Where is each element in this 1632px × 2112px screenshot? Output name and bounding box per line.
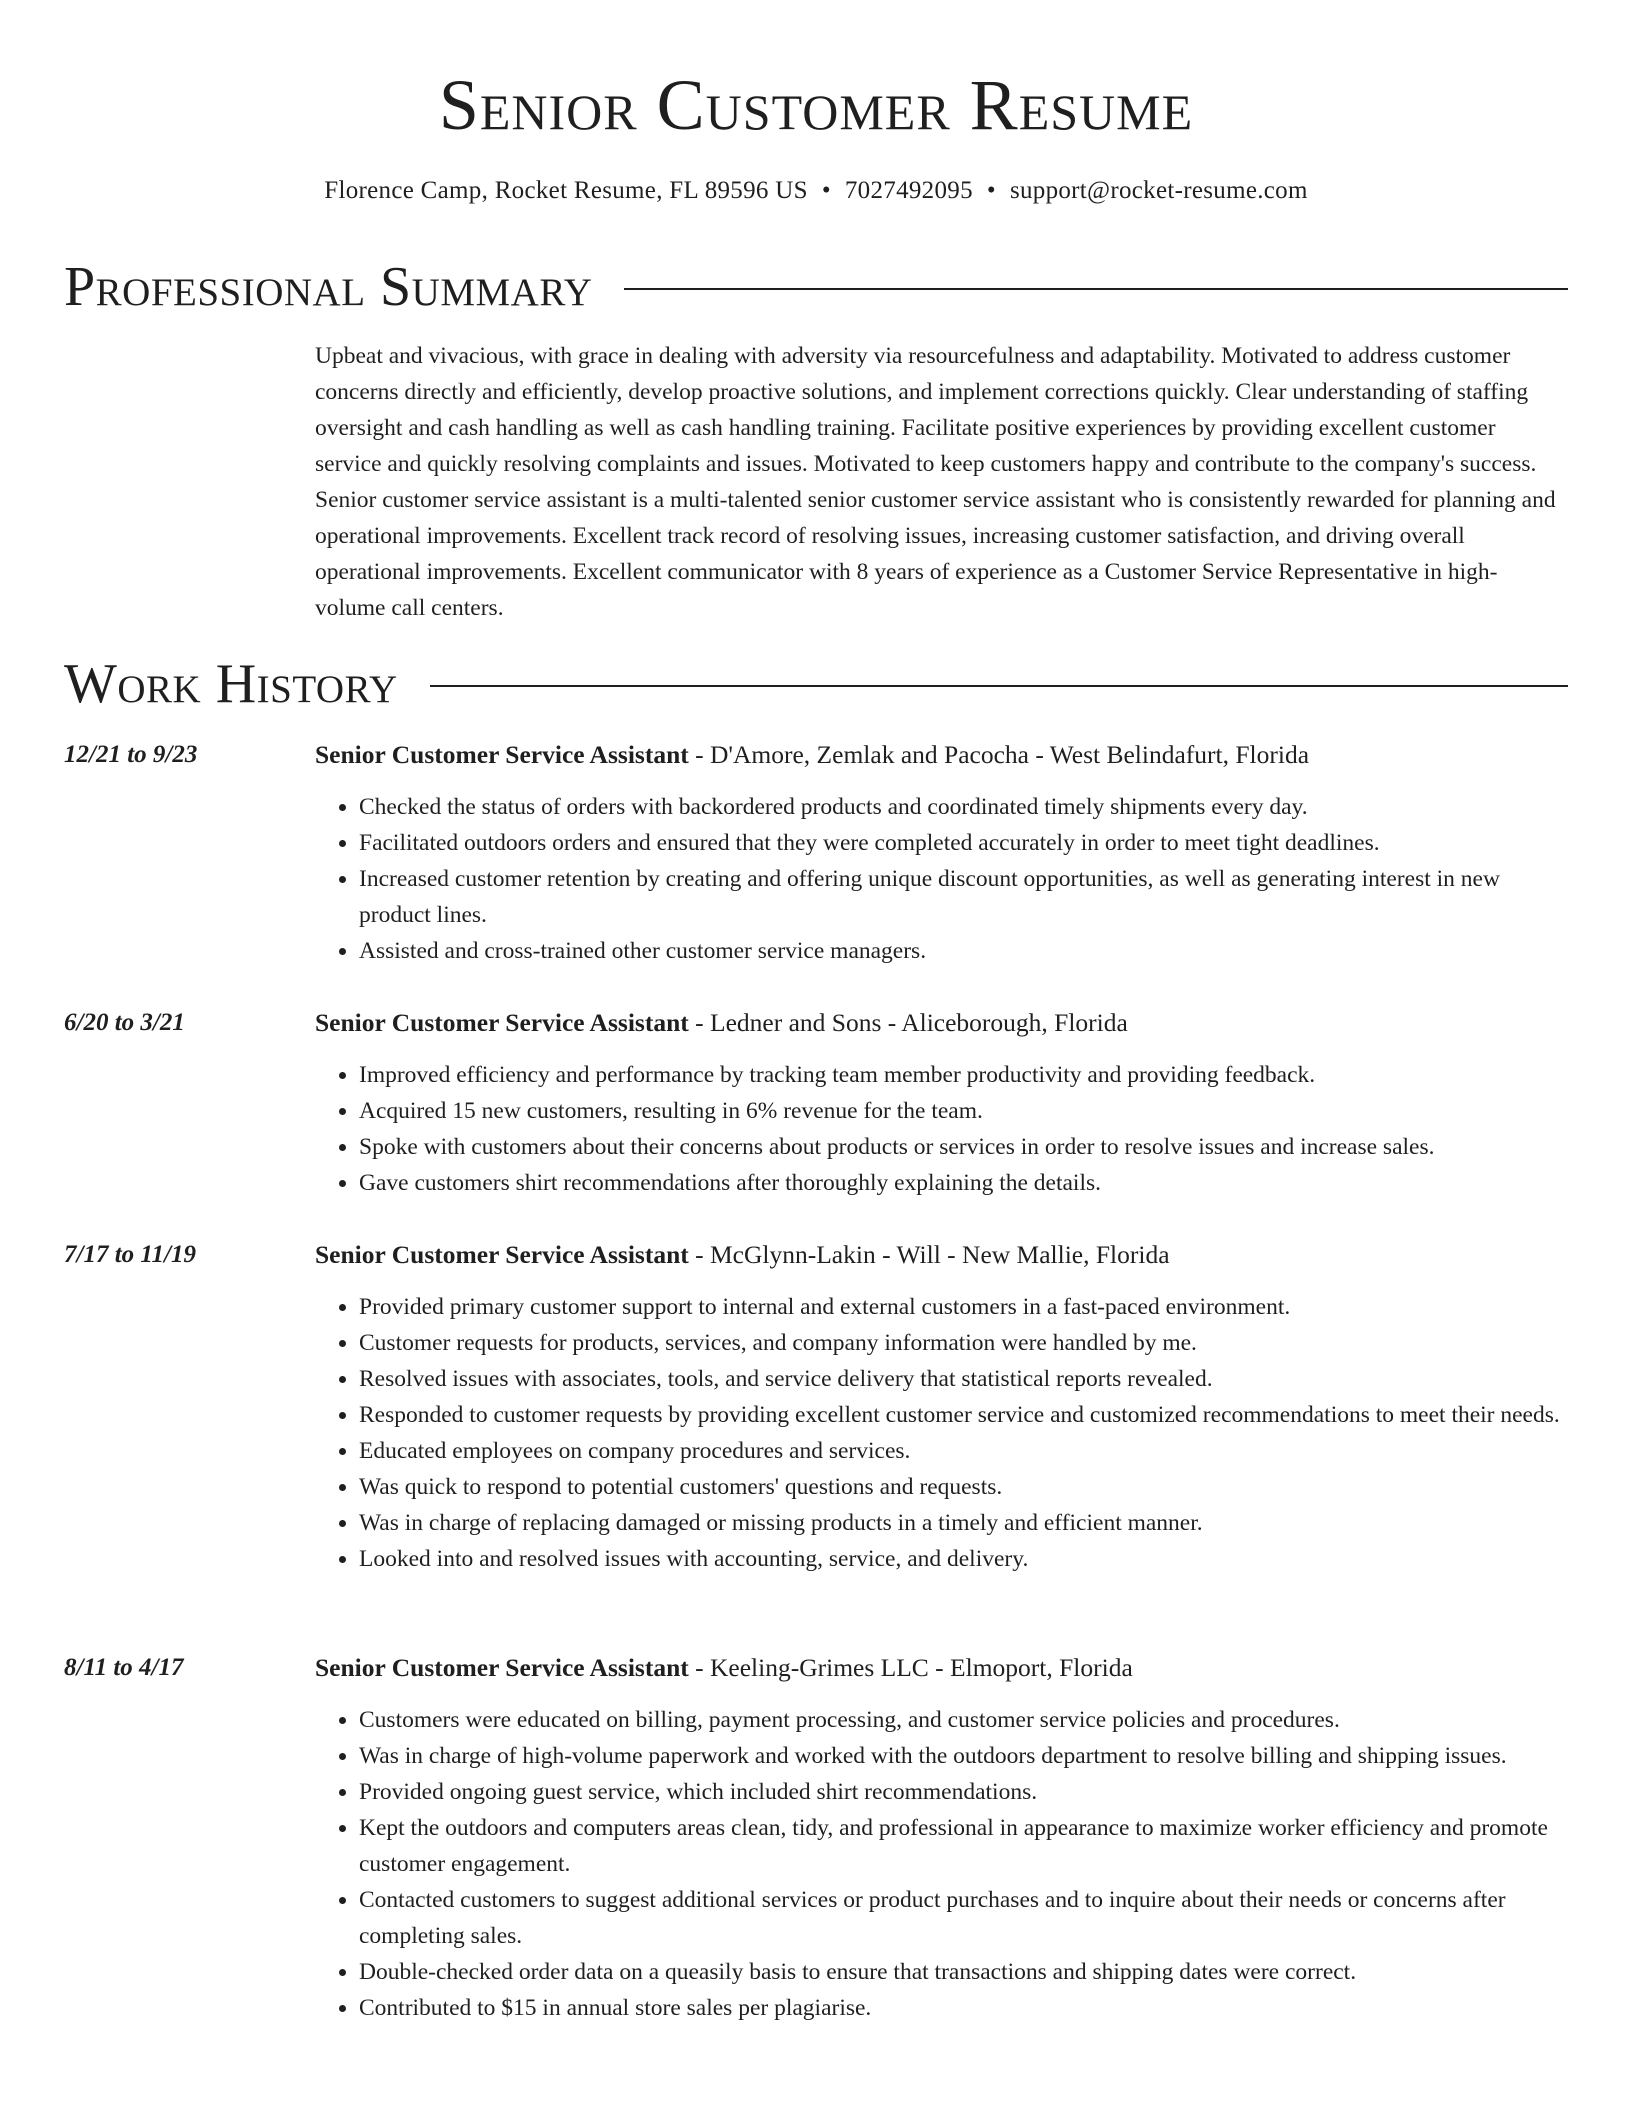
job-heading xyxy=(315,1237,1568,1273)
job-bullet: • Spoke with customers about their concerns about products or services in order to resolve issues and increase sales. xyxy=(359,1129,1568,1165)
job-bullet: • Resolved issues with associates, tools, and service delivery that statistical reports revealed. xyxy=(359,1361,1568,1397)
job-employer: - Keeling-Grimes LLC - Elmoport, Florida xyxy=(688,1653,1133,1682)
job-bullet: • Was quick to respond to potential customers' questions and requests. xyxy=(359,1469,1568,1505)
summary-section-header xyxy=(64,252,1568,322)
contact-separator: • xyxy=(986,177,996,204)
job-bullet: • Looked into and resolved issues with accounting, service, and delivery. xyxy=(359,1541,1568,1577)
job-bullet: • Provided primary customer support to internal and external customers in a fast-paced environment. xyxy=(359,1289,1568,1325)
work-history-section-header xyxy=(64,649,1568,719)
contact-email: support@rocket-resume.com xyxy=(1009,177,1308,204)
job-employer: - McGlynn-Lakin - Will - New Mallie, Florida xyxy=(688,1240,1170,1269)
job-dates: 8/11 to 4/17 xyxy=(64,1654,184,1681)
job-role: Senior Customer Service Assistant xyxy=(315,1008,689,1037)
contact-line xyxy=(0,174,1632,208)
job-bullet: • Customer requests for products, services, and company information were handled by me. xyxy=(359,1325,1568,1361)
job-bullet: • Educated employees on company procedures and services. xyxy=(359,1433,1568,1469)
job-bullet: • Gave customers shirt recommendations after thoroughly explaining the details. xyxy=(359,1165,1568,1201)
job-bullets xyxy=(315,789,1568,969)
job-employer: - Ledner and Sons - Aliceborough, Florida xyxy=(688,1008,1128,1037)
job-role: Senior Customer Service Assistant xyxy=(315,740,689,769)
job-bullet: • Kept the outdoors and computers areas clean, tidy, and professional in appearance to maximize worker efficiency and promote customer engagement. xyxy=(359,1810,1568,1882)
job-bullet: • Acquired 15 new customers, resulting in 6% revenue for the team. xyxy=(359,1093,1568,1129)
job-heading xyxy=(315,1005,1568,1041)
job-bullet: • Was in charge of replacing damaged or missing products in a timely and efficient manner. xyxy=(359,1505,1568,1541)
job-bullet: • Customers were educated on billing, payment processing, and customer service policies and procedures. xyxy=(359,1702,1568,1738)
job-bullets xyxy=(315,1702,1568,2026)
job-heading xyxy=(315,1650,1568,1686)
job-role: Senior Customer Service Assistant xyxy=(315,1240,689,1269)
job-bullets xyxy=(315,1057,1568,1201)
job-dates: 7/17 to 11/19 xyxy=(64,1241,196,1268)
resume-title: Senior Customer Resume xyxy=(438,65,1194,145)
job-bullet: • Increased customer retention by creating and offering unique discount opportunities, as well as generating interest in new product lines. xyxy=(359,861,1568,933)
summary-text: Upbeat and vivacious, with grace in dealing with adversity via resourcefulness and adaptability. Motivated to address customer concerns directly and efficiently, develop proactive solutions, and implement corrections quickly. Clear understanding of staffing oversight and cash handling as well as cash handling training. Facilitate positive experiences by providing excellent customer service and quickly resolving complaints and issues. Motivated to keep customers happy and contribute to the company's success. Senior customer service assistant is a multi-talented senior customer service assistant who is consistently rewarded for planning and operational improvements. Excellent track record of resolving issues, increasing customer satisfaction, and driving overall operational improvements. Excellent communicator with 8 years of experience as a Customer Service Representative in high-volume call centers. xyxy=(315,343,1556,621)
job-bullet: • Improved efficiency and performance by tracking team member productivity and providing feedback. xyxy=(359,1057,1568,1093)
contact-separator: • xyxy=(821,177,831,204)
job-bullet: • Assisted and cross-trained other customer service managers. xyxy=(359,933,1568,969)
job-role: Senior Customer Service Assistant xyxy=(315,1653,689,1682)
job-bullet: • Was in charge of high-volume paperwork and worked with the outdoors department to resolve billing and shipping issues. xyxy=(359,1738,1568,1774)
job-bullet: • Checked the status of orders with backordered products and coordinated timely shipments every day. xyxy=(359,789,1568,825)
job-bullet: • Double-checked order data on a queasily basis to ensure that transactions and shipping dates were correct. xyxy=(359,1954,1568,1990)
job-bullet: • Responded to customer requests by providing excellent customer service and customized recommendations to meet their needs. xyxy=(359,1397,1568,1433)
section-divider xyxy=(624,288,1568,290)
job-dates: 12/21 to 9/23 xyxy=(64,741,198,768)
job-bullet: • Facilitated outdoors orders and ensured that they were completed accurately in order to meet tight deadlines. xyxy=(359,825,1568,861)
job-dates: 6/20 to 3/21 xyxy=(64,1009,185,1036)
summary-heading: Professional Summary xyxy=(64,256,593,318)
section-divider xyxy=(430,685,1568,687)
job-bullets xyxy=(315,1289,1568,1577)
contact-address: Florence Camp, Rocket Resume, FL 89596 US xyxy=(324,177,808,204)
job-employer: - D'Amore, Zemlak and Pacocha - West Belindafurt, Florida xyxy=(688,740,1310,769)
job-heading xyxy=(315,737,1568,773)
job-bullet: • Contacted customers to suggest additional services or product purchases and to inquire about their needs or concerns after completing sales. xyxy=(359,1882,1568,1954)
contact-phone: 7027492095 xyxy=(844,177,973,204)
job-bullet: • Contributed to $15 in annual store sales per plagiarise. xyxy=(359,1990,1568,2026)
job-bullet: • Provided ongoing guest service, which included shirt recommendations. xyxy=(359,1774,1568,1810)
work-history-heading: Work History xyxy=(64,653,398,715)
